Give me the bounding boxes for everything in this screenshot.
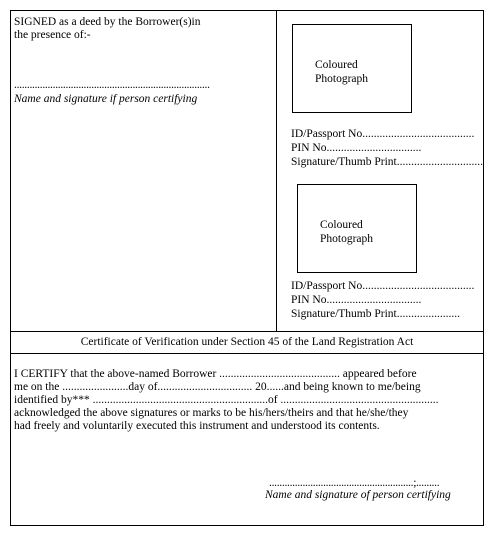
photo-2-label-line-2: Photograph [320, 233, 374, 245]
certificate-line-5: had freely and voluntarily executed this instrument and understood its contents. [14, 420, 380, 432]
signature-thumb-1: Signature/Thumb Print.............................. [291, 156, 483, 168]
certificate-line-2: me on the .......................day of................................. 20......and being known to me/being [14, 381, 421, 393]
photograph-box-2 [297, 184, 417, 273]
certifier-caption: Name and signature of person certifying [265, 489, 451, 501]
column-divider [276, 11, 277, 331]
witness-caption: Name and signature if person certifying [14, 93, 198, 105]
certifier-signature-line: ........................................................;......... [269, 477, 440, 489]
certificate-line-3: identified by*** .............................................................of ....................................................... [14, 394, 439, 406]
signature-thumb-2: Signature/Thumb Print...................... [291, 308, 460, 320]
photo-1-label-line-2: Photograph [315, 73, 369, 85]
photograph-box-1 [292, 24, 412, 113]
id-passport-1: ID/Passport No....................................... [291, 128, 475, 140]
pin-1: PIN No................................. [291, 142, 422, 154]
section-divider-bottom [11, 353, 483, 354]
pin-2: PIN No................................. [291, 294, 422, 306]
certificate-heading: Certificate of Verification under Section 45 of the Land Registration Act [80, 336, 414, 348]
deed-form [10, 10, 484, 526]
photo-2-label-line-1: Coloured [320, 219, 363, 231]
id-passport-2: ID/Passport No....................................... [291, 280, 475, 292]
photo-1-label-line-1: Coloured [315, 59, 358, 71]
signed-line-1: SIGNED as a deed by the Borrower(s)in [14, 16, 201, 28]
witness-signature-line: ............................................................................ [14, 79, 210, 91]
certificate-line-1: I CERTIFY that the above-named Borrower .......................................... appeared before [14, 368, 417, 380]
certificate-line-4: acknowledged the above signatures or marks to be his/hers/theirs and that he/she/they [14, 407, 409, 419]
section-divider-top [11, 331, 483, 332]
signed-line-2: the presence of:- [14, 29, 91, 41]
